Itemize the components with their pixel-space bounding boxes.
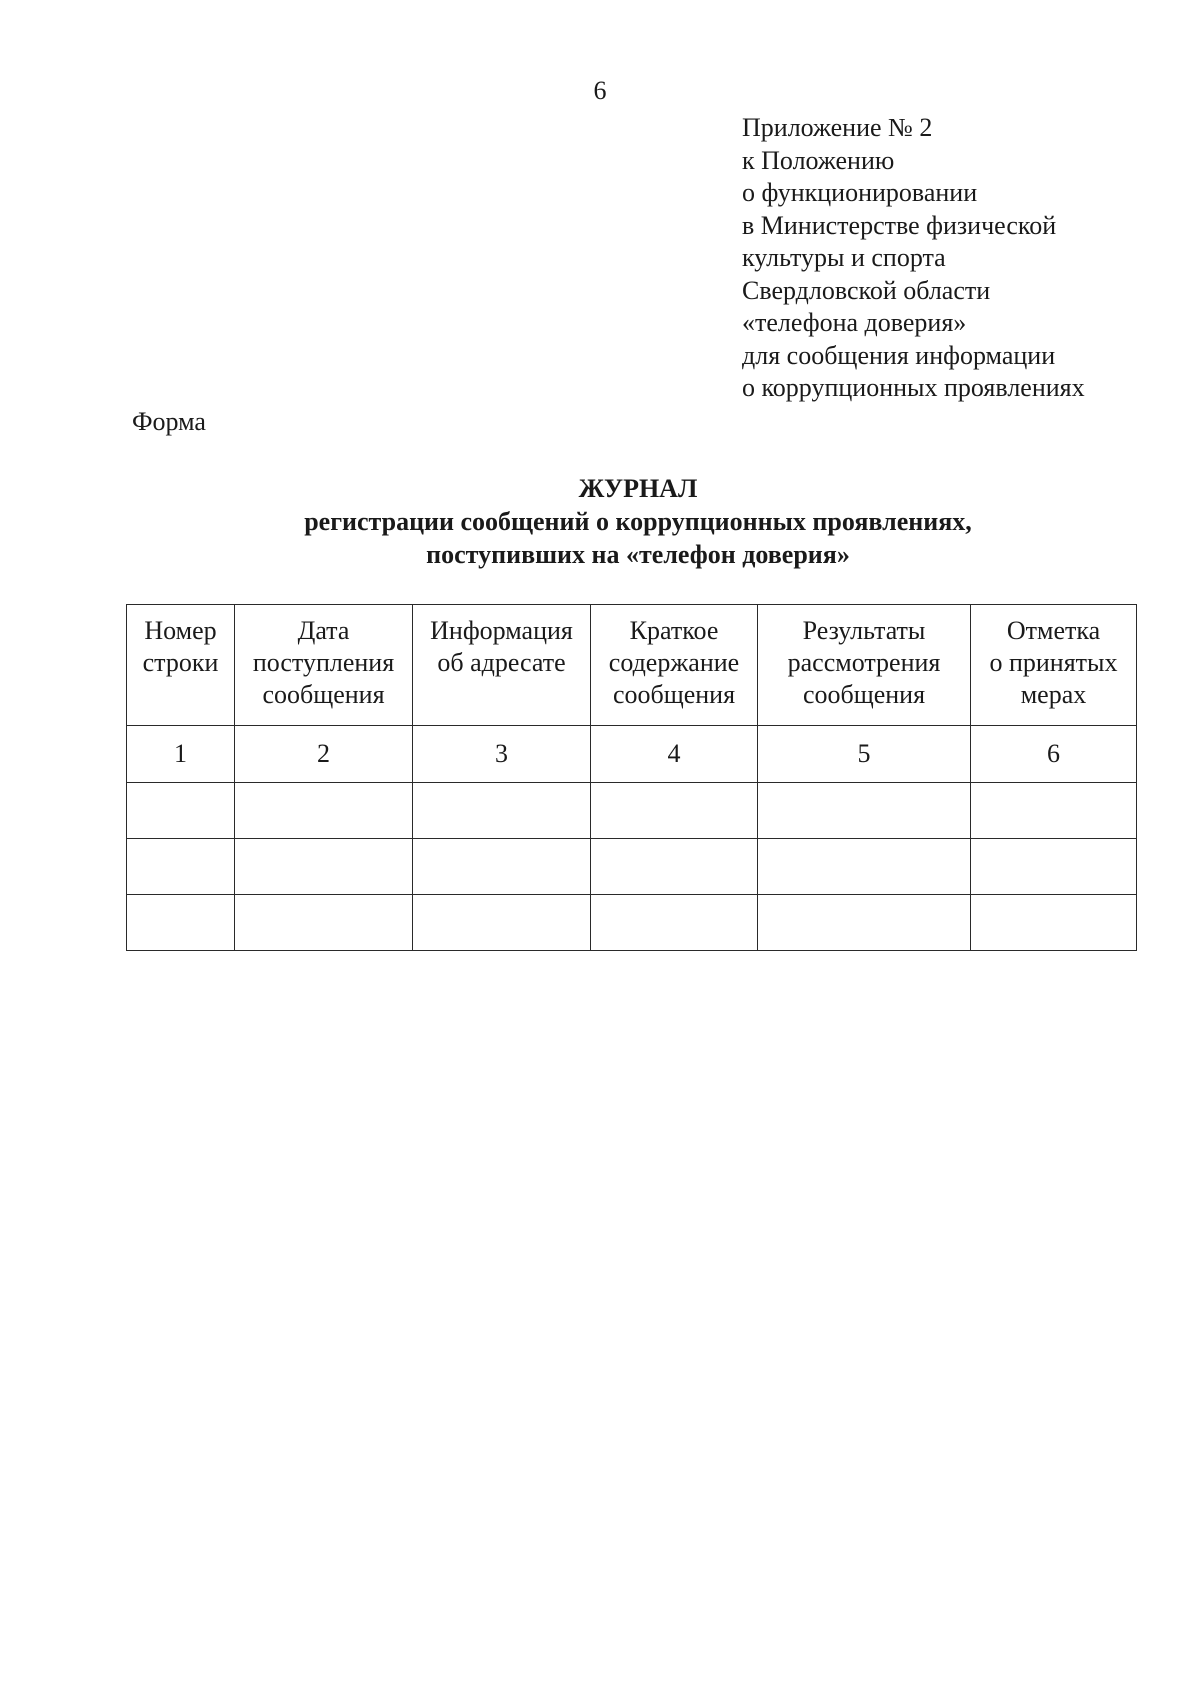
journal-title-line: регистрации сообщений о коррупционных проявлениях, [304,507,972,536]
column-number-cell: 6 [971,726,1137,783]
table-cell [127,783,235,839]
table-cell [413,895,591,951]
journal-table [126,604,1137,951]
table-cell [971,783,1137,839]
table-cell [758,895,971,951]
appendix-line: для сообщения информации [742,340,1056,370]
column-number-cell: 4 [591,726,758,783]
table-cell [413,839,591,895]
table-cell [413,783,591,839]
table-cell [591,839,758,895]
journal-title [0,472,1200,571]
page-number: 6 [593,76,607,105]
journal-title-line: поступивших на «телефон доверия» [426,540,850,569]
column-number-cell: 2 [235,726,413,783]
appendix-line: «телефона доверия» [742,308,967,337]
table-cell [127,895,235,951]
table-cell [758,783,971,839]
table-cell [235,839,413,895]
table-row [127,783,1137,839]
table-cell [591,783,758,839]
table-header-cell: Дата поступления сообщения [235,605,413,726]
column-number-cell: 5 [758,726,971,783]
appendix-line: о функционировании [742,178,978,207]
table-header-cell: Информация об адресате [413,605,591,726]
table-row [127,895,1137,951]
table-header-cell: Краткое содержание сообщения [591,605,758,726]
column-number-cell: 1 [127,726,235,783]
table-header-cell: Номер строки [127,605,235,726]
table-header-cell: Результаты рассмотрения сообщения [758,605,971,726]
table-cell [971,895,1137,951]
table-cell [127,839,235,895]
table-cell [235,783,413,839]
table-cell [758,839,971,895]
column-number-cell: 3 [413,726,591,783]
table-row [127,839,1137,895]
appendix-line: Приложение № 2 [742,113,933,142]
table-header-cell: Отметка о принятых мерах [971,605,1137,726]
table-header-row [127,605,1137,726]
appendix-line: Свердловской области [742,275,991,305]
appendix-block [742,112,1085,405]
table-cell [235,895,413,951]
column-number-row [127,726,1137,783]
appendix-line: в Министерстве физической [742,210,1057,240]
appendix-line: о коррупционных проявлениях [742,373,1085,402]
appendix-line: к Положению [742,145,895,175]
journal-title-main: ЖУРНАЛ [578,474,698,503]
table-cell [971,839,1137,895]
appendix-line: культуры и спорта [742,243,946,272]
table-cell [591,895,758,951]
form-label: Форма [132,407,206,436]
